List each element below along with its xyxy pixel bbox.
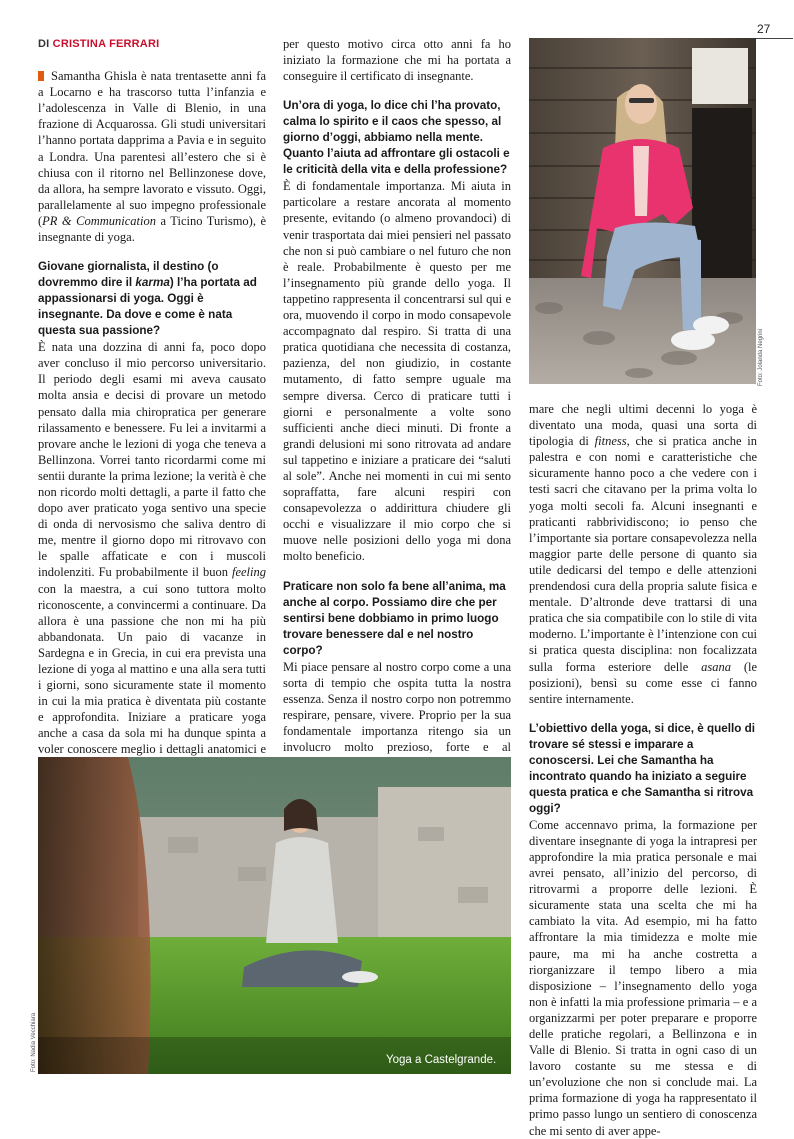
page-number: 27: [757, 22, 771, 36]
answer-4: Come accennavo prima, la formazione per diventare insegnante di yoga la intrapresi per approfondire la mia pratica personale e mai avrei pensato, all’inizio del percorso, di ritrovarmi a proporre delle lezioni. È sicuramente stata una scelta che mi ha cambiato la vita. Ad esempio, mi ha fatto affrontare la mia timidezza e molte mie paure, ma mi ha anche costretta a riorganizzare il tempo libero a mia disposizione – l’insegnamento dello yoga non è infatti la mia professione primaria – e a organizzarmi per poter preparare e proporre delle pratiche regolari, a Bellinzona e in Valle di Blenio. Si tratta in ogni caso di un lavoro costante su me stessa e di un’evoluzione che non si conclude mai. La prima formazione di yoga ha rappresentato il primo passo lungo un sentiero di conoscenza che mi sento di aver appe-: [529, 817, 757, 1138]
column-1: [38, 36, 266, 774]
byline: [38, 36, 266, 52]
column-3: [529, 401, 757, 1139]
byline-prefix: DI: [38, 38, 50, 50]
answer-2: È di fondamentale importanza. Mi aiuta in particolare a restare ancorata al momento presente, evitando (o almeno provandoci) di venir trasportata dai miei pensieri nel passato che non si può cambiare o nel futuro che non è reale. Probabilmente è questo per me l’insegnamento più grande dello yoga. Il tappetino rappresenta il concentrarsi sul qui e ora, muovendo il corpo in modo consapevole accompagnato dal respiro. Si tratta di una pratica quotidiana che necessita di costanza, pazienza, del non giudizio, in costante mutamento, di fatto sempre uguale ma sempre diversa. Cerco di praticare tutti i giorni e personalmente a volte sono sufficienti anche dieci minuti. Di fronte a grandi delusioni mi sono ritrovata ad andare sul tappetino e iniziare a praticare dei “saluti al sole”. Anche nei momenti in cui mi sento sopraffatta, fare alcuni respiri con consapevolezza o addirittura chiudere gli occhi e visualizzare il mio corpo che si muove nelle posizioni dello yoga mi dona molto beneficio.: [283, 179, 511, 564]
lead-marker-icon: [38, 71, 44, 81]
answer-1: È nata una dozzina di anni fa, poco dopo aver concluso il mio percorso universitario. Il periodo degli esami mi aveva causato molta ansia e decisi di provare un metodo pensato dalla mia chiropratica per generare rilassamento e benessere. Fu lei a invitarmi a provare anche le lezioni di yoga che teneva a Bellinzona. Vorrei tanto ricordarmi come mi sentii durante la prima lezione; la verità è che non ricordo molti dettagli, a parte il fatto che dopo aver praticato yoga sentivo una specie di onda di nervosismo che saliva dentro di me, mentre il giorno dopo mi ritrovavo con le spalle affaticate e con i muscoli indolenziti. Fu probabilmente il buon feeling con la maestra, a cui sono tuttora molto riconoscente, a convincermi a continuare. Da allora è una passione che non mi ha più abbandonata. Un paio di vacanze in Sardegna e in Grecia, in cui era prevista una lezione di yoga al mattino e una alla sera tutti i giorni, sono sicuramente state il momento in cui la mia pratica è diventata più costante e approfondita. Iniziare a praticare yoga anche a casa da sola mi ha dunque spinta a voler conoscere meglio i dettagli anatomici e: [38, 340, 266, 757]
question-4: L’obiettivo della yoga, si dice, è quello di trovare sé stessi e imparare a conoscersi. Lei che Samantha ha incontrato quando ha iniziato a seguire questa pratica e che Samantha si ritrova oggi?: [529, 721, 756, 815]
portrait-photo-illustration: [529, 38, 756, 384]
photo-caption: Yoga a Castelgrande.: [386, 1054, 497, 1066]
column-2: [283, 36, 511, 803]
answer-1-continued: per questo motivo circa otto anni fa ho iniziato la formazione che mi ha portata a conseguire il certificato di insegnante.: [283, 37, 511, 84]
yoga-castle-illustration: [38, 757, 511, 1074]
answer-3-continued: mare che negli ultimi decenni lo yoga è diventato una moda, quasi una sorta di tipologia di fitness, che si pratica anche in palestra e con nomi e caratteristiche che sicuramente hanno poco a che vedere con i testi sacri che citavano per la prima volta lo yoga molti secoli fa. Alcuni insegnanti e praticanti rabbrividiscono; io penso che l’importante sia portare consapevolezza nella maggior parte delle persone di quanto sia utile dedicarsi del tempo e delle attenzioni prendendosi cura della propria salute fisica e mentale. D’altronde deve trattarsi di una pratica che sia compatibile con lo stile di vita moderno. L’importante è l’intenzione con cui si pratica questa disciplina: non focalizzata sulla forma esteriore delle asana (le posizioni), bensì su come esse ci fanno sentire internamente.: [529, 402, 757, 706]
intro-paragraph: Samantha Ghisla è nata trentasette anni fa a Locarno e ha trascorso tutta l’infanzia e l’adolescenza in Valle di Blenio, in una frazione di Acquarossa. Gli studi universitari l’hanno portata dapprima a Pavia e in seguito a Londra. Una parentesi all’estero che si è chiusa con il ritorno nel Bellinzonese dove, da allora, ha sempre lavorato e vissuto. Oggi, parallelamente al suo impegno professionale (PR & Communication a Ticino Turismo), è insegnante di yoga.: [38, 69, 266, 245]
portrait-photo: [529, 38, 756, 384]
yoga-photo-credit: Foto: Nadia Vecchiara: [31, 1012, 37, 1072]
byline-author: CRISTINA FERRARI: [52, 38, 160, 50]
answer-3: Mi piace pensare al nostro corpo come a una sorta di tempio che ospita tutta la nostra essenza. Senza il nostro corpo non potremmo respirare, pensare, vivere. Proprio per la sua fondamentale importanza ritengo sia un involucro molto prezioso, forte e al: [283, 659, 511, 754]
question-3: Praticare non solo fa bene all’anima, ma anche al corpo. Possiamo dire che per sentirsi bene dobbiamo in primo luogo trovare benessere dal e nel nostro corpo?: [283, 579, 506, 657]
yoga-castle-photo: [38, 757, 511, 1074]
question-2: Un’ora di yoga, lo dice chi l’ha provato, calma lo spirito e il caos che spesso, al giorno d’oggi, abbiamo nella mente. Quanto l’aiuta ad affrontare gli ostacoli e le criticità della vita e della professione?: [283, 99, 510, 177]
question-1: Giovane giornalista, il destino (o dovremmo dire il karma) l’ha portata ad appassionarsi di yoga. Oggi è insegnante. Da dove e come è nata questa sua passione?: [38, 260, 257, 338]
portrait-photo-credit: Foto: Jolanda Negrini: [758, 328, 764, 386]
